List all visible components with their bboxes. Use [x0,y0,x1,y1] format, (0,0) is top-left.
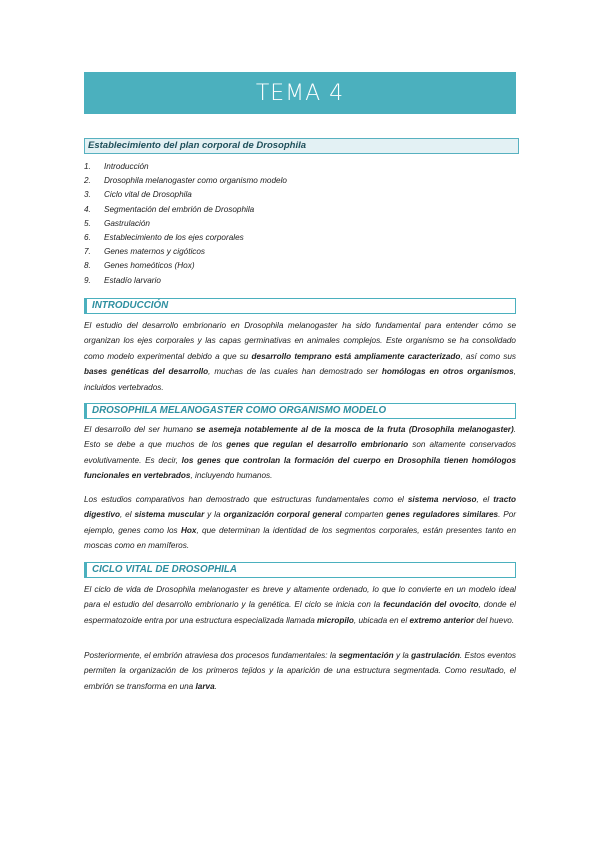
toc-item: 8. Genes homeóticos (Hox) [84,261,195,271]
intro-paragraph: El estudio del desarrollo embrionario en Drosophila melanogaster ha sido fundamental para entender cómo se organizan los ejes corporales y las capas germinativas en animales complejos. Este organismo se ha consolidado como modelo experimental debido a que su desarrollo temprano está ampliamente caracterizado, así como sus bases genéticas del desarrollo, muchas de las cuales han demostrado ser homólogas en otros organismos, incluidos vertebrados. [84,321,516,392]
document-subtitle: Establecimiento del plan corporal de Drosophila [84,138,519,154]
toc-item: 6. Establecimiento de los ejes corporales [84,232,244,242]
cycle-paragraph-2: Posteriormente, el embrión atraviesa dos procesos fundamentales: la segmentación y la gastrulación. Estos eventos permiten la organización de los primeros tejidos y la aparición de una estructura segmentada. Como resultado, el embrión se transforma en una larva. [84,651,516,691]
toc-item: 2. Drosophila melanogaster como organismo modelo [84,176,287,186]
model-paragraph-2: Los estudios comparativos han demostrado que estructuras fundamentales como el sistema nervioso, el tracto digestivo, el sistema muscular y la organización corporal general comparten genes reguladores similares. Por ejemplo, genes como los Hox, que determinan la identidad de los segmentos corporales, están presentes tanto en moscas como en mamíferos. [84,495,517,551]
toc-item: 4. Segmentación del embrión de Drosophila [84,204,255,214]
title-banner [84,72,516,114]
cycle-paragraph-1: El ciclo de vida de Drosophila melanogaster es breve y altamente ordenado, lo que lo convierte en un modelo ideal para el estudio del desarrollo embrionario y la genética. El ciclo se inicia con la fecundación del ovocito, donde el espermatozoide entra por una estructura especializada llamada micropilo, ubicada en el extremo anterior del huevo. [84,585,516,625]
section-heading-life-cycle: CICLO VITAL DE DROSOPHILA [84,562,516,578]
table-of-contents [84,160,287,288]
model-paragraph-1: El desarrollo del ser humano se asemeja notablemente al de la mosca de la fruta (Drosophila melanogaster). Esto se debe a que muchos de los genes que regulan el desarrollo embrionario son altamente conservados evolutivamente. Es decir, los genes que controlan la formación del cuerpo en Drosophila tienen homólogos funcionales en vertebrados, incluyendo humanos. [84,425,516,481]
toc-item: 9. Estadío larvario [84,275,161,285]
section-heading-model-organism: DROSOPHILA MELANOGASTER COMO ORGANISMO MODELO [84,403,516,419]
page-title: TEMA 4 [255,80,345,106]
toc-item: 3. Ciclo vital de Drosophila [84,190,192,200]
toc-item: 7. Genes maternos y cigóticos [84,247,206,257]
section-heading-intro: INTRODUCCIÓN [84,298,516,314]
toc-item: 5. Gastrulación [84,218,150,228]
toc-item: 1. Introducción [84,162,149,171]
